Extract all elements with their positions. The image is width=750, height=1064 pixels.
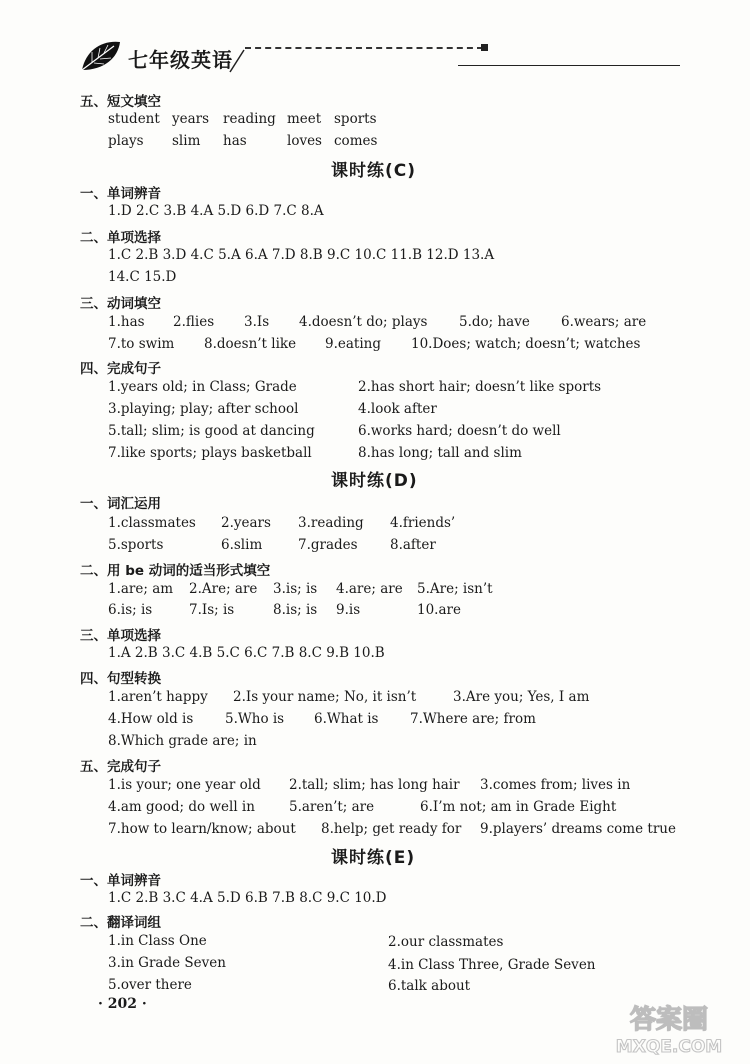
answer-item: 3.in Grade Seven [108, 955, 226, 971]
answer-item: 4.look after [358, 401, 437, 417]
section-heading: 四、完成句子 [80, 361, 161, 377]
answer-item: 7.grades [298, 537, 358, 553]
answer-item: 7.Where are; from [410, 711, 536, 727]
answer-item: 9.players’ dreams come true [480, 821, 676, 837]
answer-item: 4.How old is [108, 711, 194, 727]
answer-item: 7.to swim [108, 336, 175, 352]
answer-item: 2.has short hair; doesn’t like sports [358, 379, 602, 395]
answer-item: 8.after [390, 537, 436, 553]
header-rule [458, 65, 680, 66]
answer-item: 5.tall; slim; is good at dancing [108, 423, 315, 439]
answer-item: 10.are [417, 602, 461, 618]
svg-text:答案圈: 答案圈 [629, 1005, 709, 1035]
answer-item: 3.reading [298, 515, 364, 531]
answer-item: 9.eating [325, 336, 381, 352]
answer-item: 9.is [336, 602, 361, 618]
answer-item: 2.our classmates [388, 934, 504, 950]
answer-item: 5.sports [108, 537, 164, 553]
answer-word: reading [223, 111, 276, 127]
page-number: · 202 · [98, 996, 147, 1012]
answer-item: 7.like sports; plays basketball [108, 445, 312, 461]
svg-text:MXQE.COM: MXQE.COM [615, 1037, 723, 1057]
answer-item: 2.years [221, 515, 271, 531]
answer-item: 6.What is [314, 711, 379, 727]
lesson-title: 课时练(C) [331, 161, 417, 181]
leaf-icon [78, 36, 124, 76]
answer-item: 10.Does; watch; doesn’t; watches [411, 336, 641, 352]
book-title: 七年级英语 [128, 48, 233, 72]
header-dot [481, 44, 488, 51]
answer-item: 8.is; is [273, 602, 318, 618]
answer-line: 1.C 2.B 3.C 4.A 5.D 6.B 7.B 8.C 9.C 10.D [108, 890, 387, 906]
answer-word: meet [287, 111, 322, 127]
answer-item: 4.doesn’t do; plays [299, 314, 428, 330]
slash-decoration [226, 48, 248, 74]
lesson-title: 课时练(D) [331, 471, 418, 491]
answer-item: 6.works hard; doesn’t do well [358, 423, 561, 439]
answer-word: plays [108, 133, 144, 149]
answer-item: 6.wears; are [561, 314, 647, 330]
answer-item: 7.Is; is [189, 602, 235, 618]
answer-item: 7.how to learn/know; about [108, 821, 296, 837]
section-heading: 一、词汇运用 [80, 496, 161, 512]
answer-word: slim [172, 133, 201, 149]
answer-item: 1.is your; one year old [108, 777, 261, 793]
answer-line: 1.A 2.B 3.C 4.B 5.C 6.C 7.B 8.C 9.B 10.B [108, 645, 385, 661]
answer-item: 8.Which grade are; in [108, 733, 257, 749]
answer-item: 1.classmates [108, 515, 196, 531]
section-heading: 四、句型转换 [80, 671, 161, 687]
header-dashed-line [245, 47, 483, 49]
answer-item: 4.friends’ [390, 515, 456, 531]
answer-item: 5.aren’t; are [289, 799, 375, 815]
answer-line: 1.C 2.B 3.D 4.C 5.A 6.A 7.D 8.B 9.C 10.C 11.B 12.D 13.A [108, 247, 495, 263]
answer-item: 1.aren’t happy [108, 689, 208, 705]
answer-item: 1.in Class One [108, 933, 207, 949]
section-heading: 二、单项选择 [80, 230, 161, 246]
answer-word: years [172, 111, 210, 127]
answer-item: 3.Are you; Yes, I am [453, 689, 590, 705]
answer-item: 2.tall; slim; has long hair [289, 777, 460, 793]
answer-item: 1.are; am [108, 581, 174, 597]
answer-word: sports [334, 111, 377, 127]
answer-item: 5.Who is [225, 711, 285, 727]
answer-item: 2.flies [173, 314, 215, 330]
answer-word: has [223, 133, 247, 149]
section-heading: 五、完成句子 [80, 759, 161, 775]
answer-item: 2.Is your name; No, it isn’t [233, 689, 417, 705]
answer-item: 1.has [108, 314, 145, 330]
answer-item: 8.doesn’t like [204, 336, 297, 352]
answer-item: 5.Are; isn’t [417, 581, 493, 597]
watermark-logo [600, 998, 738, 1058]
answer-item: 6.talk about [388, 978, 471, 994]
answer-line: 14.C 15.D [108, 269, 177, 285]
answer-item: 3.is; is [273, 581, 318, 597]
answer-item: 6.is; is [108, 602, 153, 618]
answer-item: 3.comes from; lives in [480, 777, 631, 793]
answer-word: loves [287, 133, 322, 149]
answer-item: 6.I’m not; am in Grade Eight [420, 799, 617, 815]
section-heading: 二、用 be 动词的适当形式填空 [80, 563, 271, 579]
answer-item: 3.playing; play; after school [108, 401, 299, 417]
answer-item: 1.years old; in Class; Grade [108, 379, 297, 395]
answer-word: student [108, 111, 160, 127]
answer-item: 5.over there [108, 977, 192, 993]
answer-item: 2.Are; are [189, 581, 258, 597]
answer-item: 4.are; are [336, 581, 403, 597]
answer-line: 1.D 2.C 3.B 4.A 5.D 6.D 7.C 8.A [108, 203, 324, 219]
answer-item: 8.help; get ready for [321, 821, 462, 837]
section-heading: 三、动词填空 [80, 296, 161, 312]
answer-item: 4.in Class Three, Grade Seven [388, 957, 596, 973]
section-heading: 二、翻译词组 [80, 915, 161, 931]
lesson-title: 课时练(E) [331, 848, 416, 868]
section-heading: 一、单词辨音 [80, 873, 161, 889]
answer-item: 6.slim [221, 537, 263, 553]
answer-word: comes [334, 133, 378, 149]
answer-item: 3.Is [244, 314, 270, 330]
answer-item: 4.am good; do well in [108, 799, 255, 815]
answer-item: 5.do; have [459, 314, 530, 330]
section-heading: 三、单项选择 [80, 628, 161, 644]
section-heading: 五、短文填空 [80, 94, 161, 110]
answer-item: 8.has long; tall and slim [358, 445, 522, 461]
section-heading: 一、单词辨音 [80, 186, 161, 202]
